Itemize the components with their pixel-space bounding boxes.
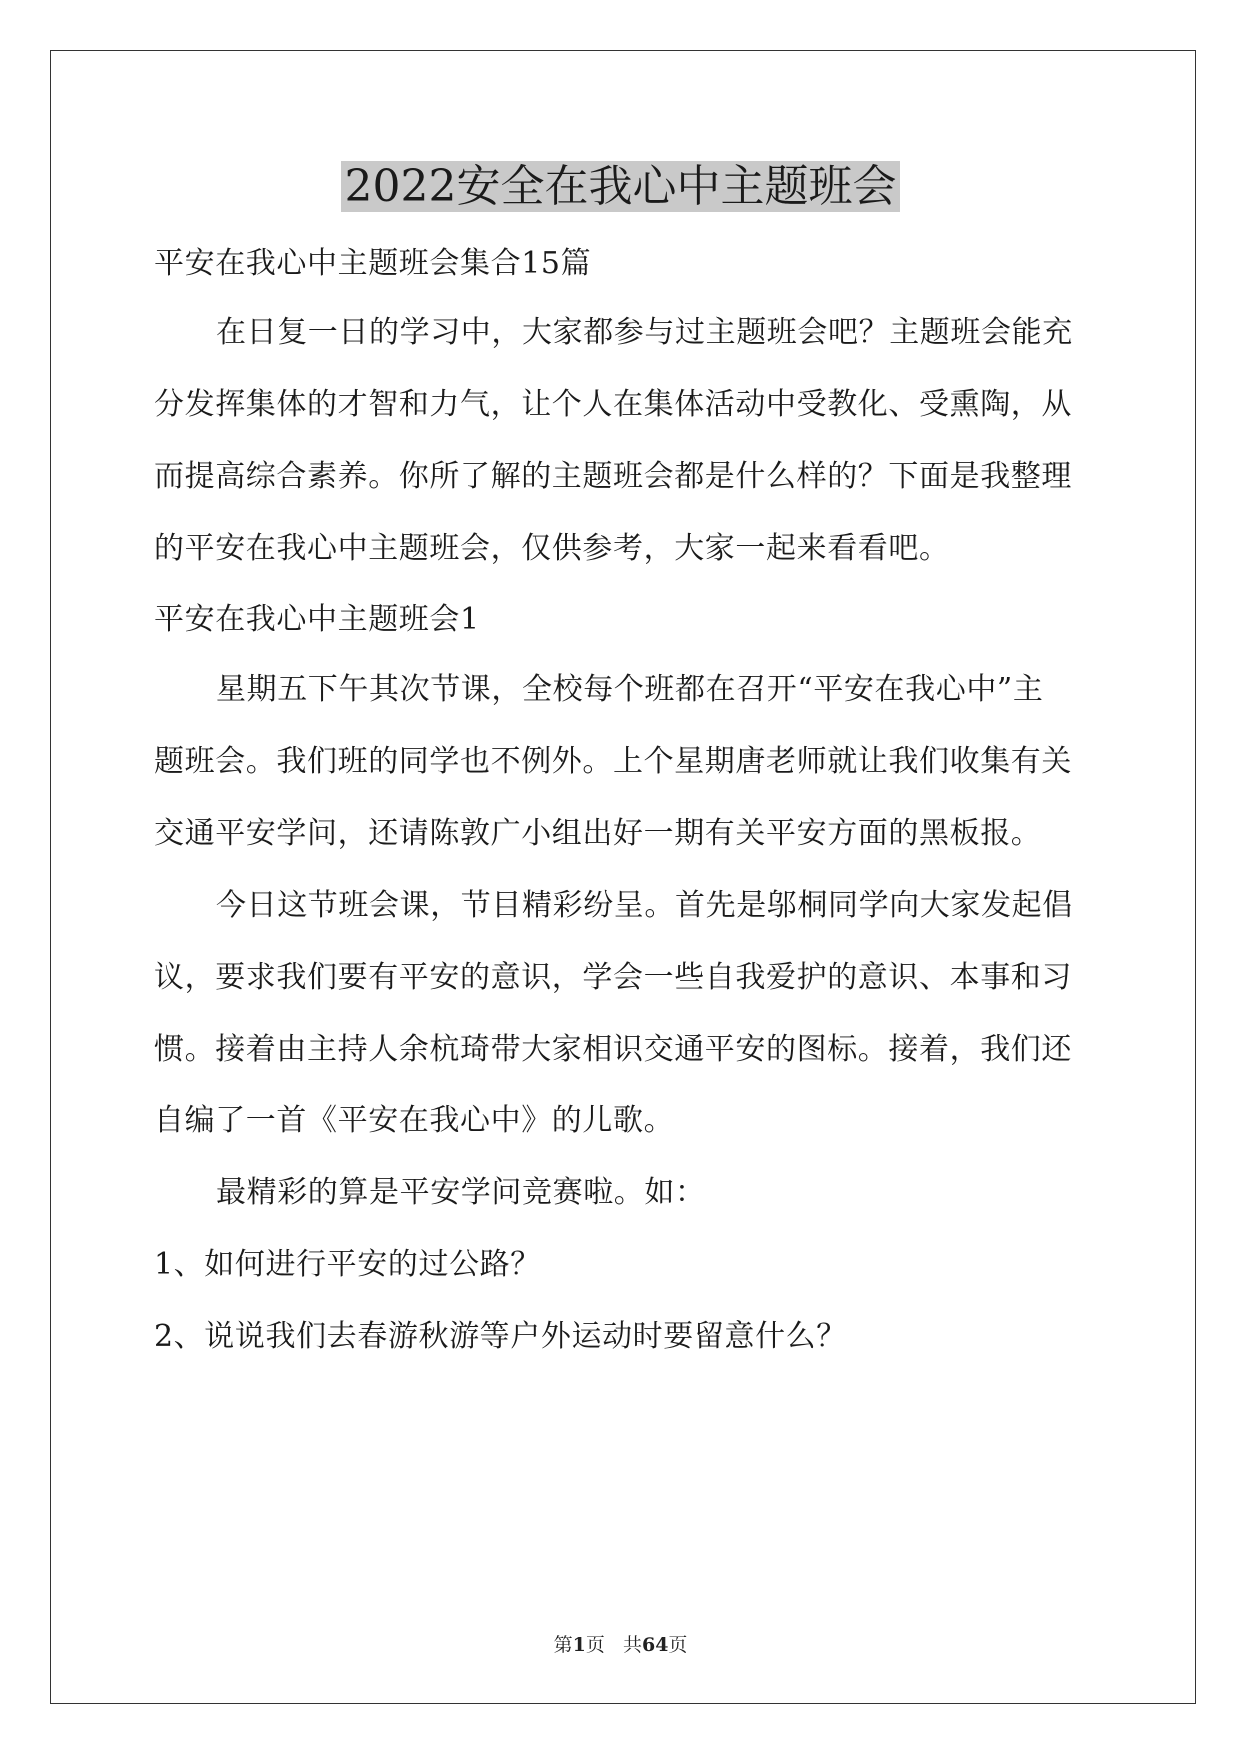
paragraph-line: 交通平安学问，还请陈敦广小组出好一期有关平安方面的黑板报。 (154, 816, 1042, 851)
page-footer (0, 1632, 1241, 1658)
document-title (0, 155, 1241, 219)
paragraph-line: 在日复一日的学习中，大家都参与过主题班会吧？主题班会能充 (216, 315, 1073, 350)
total-page-count: 64 (641, 1634, 669, 1656)
subtitle-line: 平安在我心中主题班会集合15篇 (154, 246, 592, 281)
page-border (50, 50, 1196, 1704)
footer-total-suffix: 页 (668, 1634, 688, 1656)
footer-page-suffix: 页 (585, 1634, 605, 1656)
paragraph-line: 议，要求我们要有平安的意识，学会一些自我爱护的意识、本事和习 (154, 960, 1072, 995)
paragraph-line: 题班会。我们班的同学也不例外。上个星期唐老师就让我们收集有关 (154, 744, 1072, 779)
paragraph-line: 最精彩的算是平安学问竞赛啦。如： (216, 1175, 706, 1210)
paragraph-line: 自编了一首《平安在我心中》的儿歌。 (154, 1103, 675, 1138)
section-heading: 平安在我心中主题班会1 (154, 602, 480, 637)
paragraph-line: 分发挥集体的才智和力气，让个人在集体活动中受教化、受熏陶，从 (154, 387, 1072, 422)
paragraph-line: 今日这节班会课，节目精彩纷呈。首先是邬桐同学向大家发起倡 (216, 888, 1073, 923)
paragraph-line: 而提高综合素养。你所了解的主题班会都是什么样的？下面是我整理 (154, 459, 1072, 494)
title-text: 2022安全在我心中主题班会 (341, 161, 901, 212)
paragraph-line: 的平安在我心中主题班会，仅供参考，大家一起来看看吧。 (154, 531, 950, 566)
footer-total-prefix: 共 (622, 1634, 642, 1656)
current-page-number: 1 (572, 1634, 586, 1656)
list-item: 1、如何进行平安的过公路？ (154, 1247, 541, 1282)
paragraph-line: 星期五下午其次节课，全校每个班都在召开“平安在我心中”主 (216, 672, 1044, 707)
list-item: 2、说说我们去春游秋游等户外运动时要留意什么？ (154, 1319, 847, 1354)
paragraph-line: 惯。接着由主持人余杭琦带大家相识交通平安的图标。接着，我们还 (154, 1032, 1072, 1067)
footer-prefix: 第 (553, 1634, 573, 1656)
